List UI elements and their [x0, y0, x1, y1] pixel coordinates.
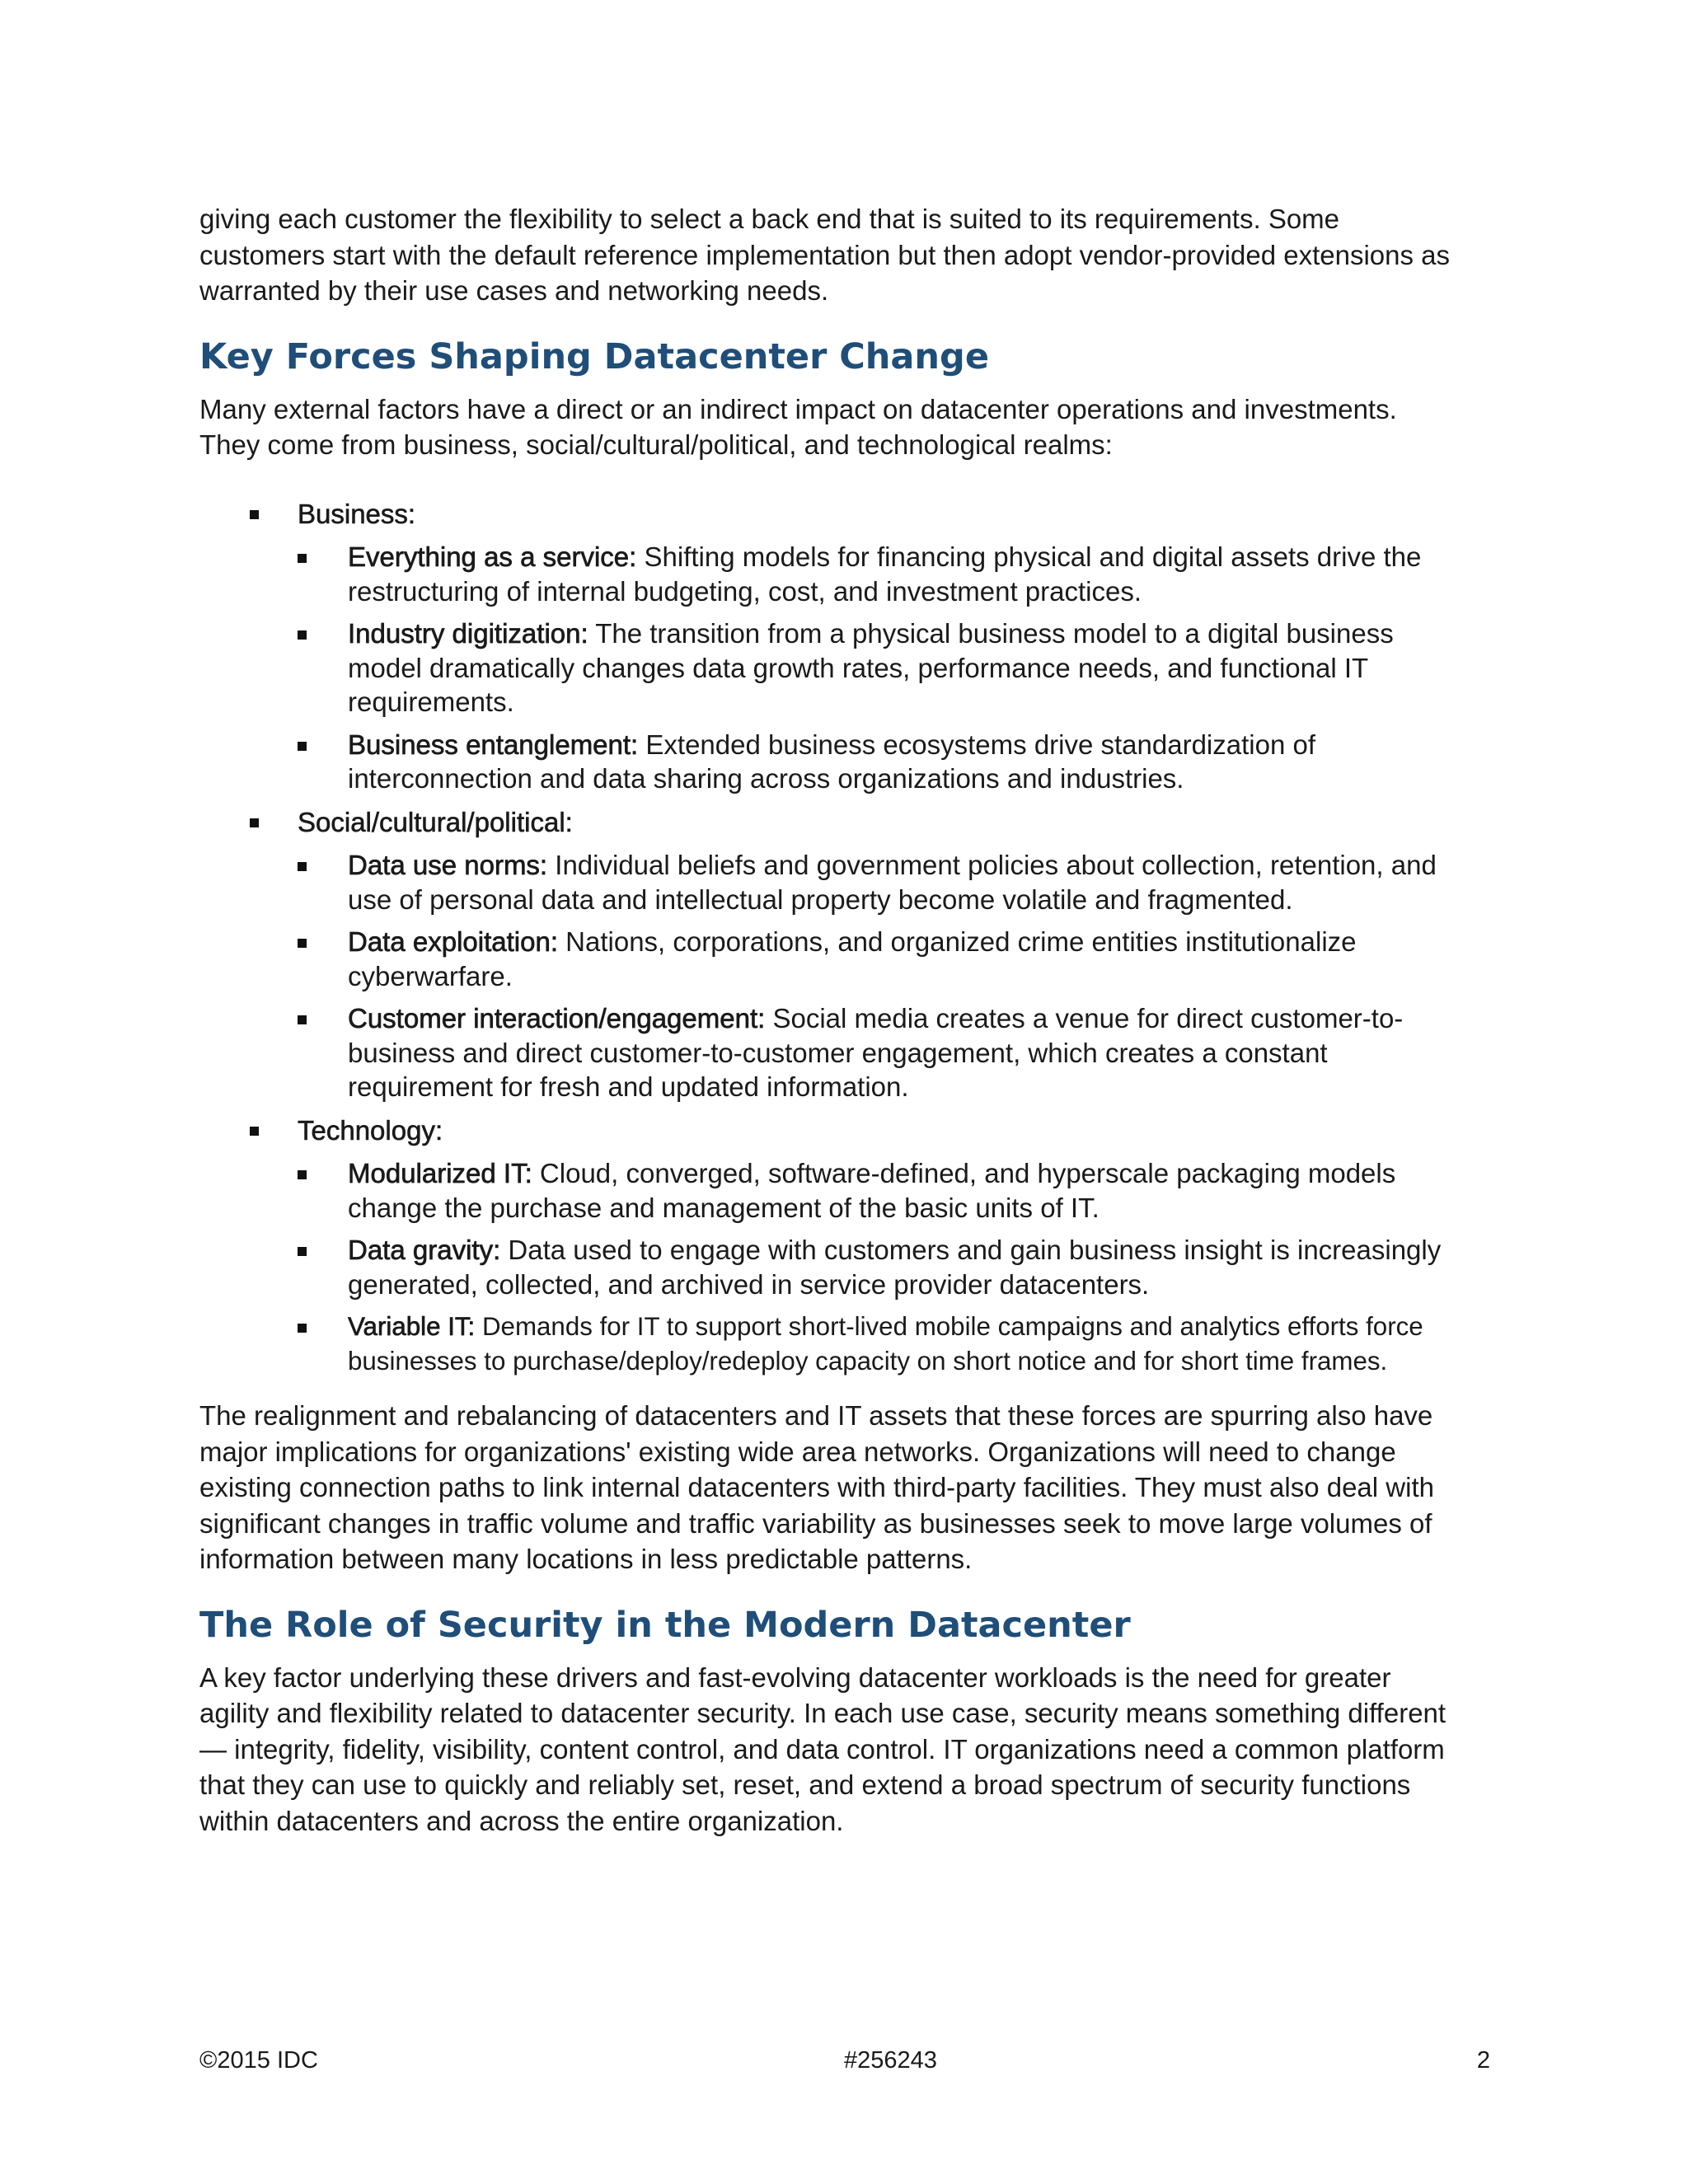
key-forces-closing-paragraph: The realignment and rebalancing of datacenters and IT assets that these forces are spurring also have major implications for organizations' existing wide area networks. Organizations will need to change existing connection paths to link internal datacenters with third-party facilities. They must also deal with significant changes in traffic volume and traffic variability as businesses seek to move large volumes of information between many locations in less predictable patterns.: [199, 1400, 1434, 1574]
square-bullet-icon: [298, 939, 307, 948]
list-item: [298, 1001, 1461, 1104]
list-item: [298, 616, 1461, 719]
item-label: Data use norms:: [348, 850, 548, 880]
category-label: Business:: [298, 498, 416, 529]
item-label: Everything as a service:: [348, 541, 637, 572]
square-bullet-icon: [298, 1247, 307, 1256]
square-bullet-icon: [250, 510, 259, 519]
item-text: Extended business ecosystems drive standardization of interconnection and data sharing across organizations and industries.: [348, 729, 1316, 794]
list-item: [298, 1310, 1461, 1378]
category-label: Social/cultural/political:: [298, 806, 573, 837]
list-item: [298, 728, 1461, 796]
item-label: Data gravity:: [348, 1235, 501, 1265]
item-label: Data exploitation:: [348, 926, 558, 957]
category-label: Technology:: [298, 1114, 443, 1146]
category-social-cultural-political: [199, 804, 1461, 1104]
square-bullet-icon: [298, 1170, 307, 1179]
square-bullet-icon: [298, 630, 307, 640]
subitem-list: [298, 848, 1461, 1104]
subitem-list: [298, 1156, 1461, 1378]
subitem-list: [298, 540, 1461, 796]
section-heading-role-of-security: The Role of Security in the Modern Datacenter: [199, 1604, 1131, 1646]
item-label: Customer interaction/engagement:: [348, 1003, 766, 1033]
square-bullet-icon: [298, 742, 307, 751]
section-heading-key-forces: Key Forces Shaping Datacenter Change: [199, 335, 989, 377]
item-label: Modularized IT:: [348, 1158, 532, 1188]
square-bullet-icon: [298, 1015, 307, 1024]
category-technology: [199, 1113, 1461, 1379]
security-paragraph: A key factor underlying these drivers and fast-evolving datacenter workloads is the need for greater agility and flexibility related to datacenter security. In each use case, security means something different — integrity, fidelity, visibility, content control, and data control. IT organizations need a common platform that they can use to quickly and reliably set, reset, and extend a broad spectrum of security functions within datacenters and across the entire organization.: [199, 1661, 1447, 1836]
item-text: The transition from a physical business model to a digital business model dramatically changes data growth rates, performance needs, and functional IT requirements.: [348, 618, 1394, 717]
list-item: [298, 540, 1461, 608]
list-item: [298, 1233, 1461, 1301]
forces-category-list: [199, 496, 1461, 1379]
square-bullet-icon: [250, 1127, 259, 1136]
key-forces-lead-paragraph: Many external factors have a direct or an indirect impact on datacenter operations and investments. They come from business, social/cultural/political, and technological realms:: [199, 393, 1397, 460]
item-text: Data used to engage with customers and gain business insight is increasingly generated, collected, and archived in service provider datacenters.: [348, 1235, 1442, 1300]
list-item: [298, 1156, 1461, 1225]
item-text: Shifting models for financing physical and digital assets drive the restructuring of internal budgeting, cost, and investment practices.: [348, 541, 1422, 607]
footer-doc-number: #256243: [844, 2047, 937, 2074]
item-label: Variable IT:: [348, 1312, 476, 1341]
square-bullet-icon: [298, 554, 307, 563]
square-bullet-icon: [298, 862, 307, 871]
list-item: [298, 848, 1461, 916]
item-text: Social media creates a venue for direct customer-to-business and direct customer-to-customer engagement, which creates a constant requirement for fresh and updated information.: [348, 1003, 1404, 1102]
footer-page-number: 2: [1476, 2047, 1490, 2074]
item-text: Cloud, converged, software-defined, and hyperscale packaging models change the purchase and management of the basic units of IT.: [348, 1158, 1396, 1223]
item-text: Demands for IT to support short-lived mobile campaigns and analytics efforts force businesses to purchase/deploy/redeploy capacity on short notice and for short time frames.: [348, 1312, 1423, 1376]
square-bullet-icon: [250, 818, 259, 827]
footer-copyright: ©2015 IDC: [199, 2047, 318, 2074]
item-label: Industry digitization:: [348, 618, 588, 649]
item-label: Business entanglement:: [348, 729, 639, 760]
square-bullet-icon: [298, 1324, 307, 1333]
item-text: Individual beliefs and government policies about collection, retention, and use of personal data and intellectual property become volatile and fragmented.: [348, 850, 1437, 915]
item-text: Nations, corporations, and organized crime entities institutionalize cyberwarfare.: [348, 926, 1357, 991]
document-page: [199, 201, 1461, 1839]
intro-paragraph: giving each customer the flexibility to select a back end that is suited to its requirements. Some customers start with the default reference implementation but then adopt vendor-provided extensions as warranted by their use cases and networking needs.: [199, 204, 1451, 306]
list-item: [298, 925, 1461, 993]
category-business: [199, 496, 1461, 796]
